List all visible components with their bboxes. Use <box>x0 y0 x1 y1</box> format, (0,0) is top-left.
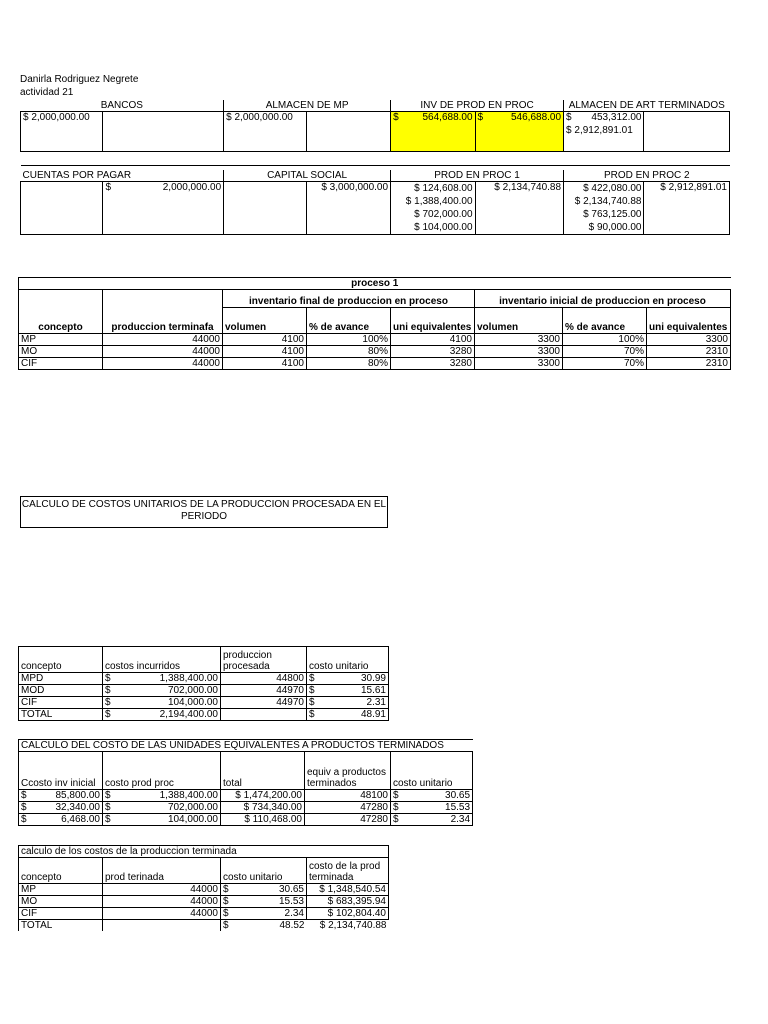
header-almacen-mp: ALMACEN DE MP <box>224 100 391 112</box>
col-uni-equiv-inicial: uni equivalentes <box>647 308 731 334</box>
cell: 44000 <box>103 884 221 896</box>
cell: 44000 <box>103 896 221 908</box>
accounts-bottom-table <box>20 170 730 235</box>
col-concepto: concepto <box>19 647 103 673</box>
col-concepto: concepto <box>19 290 103 334</box>
author-name: Danirla Rodriguez Negrete <box>20 74 139 85</box>
cell: MPD <box>19 673 103 685</box>
capital-social-debit <box>224 182 306 235</box>
header-almacen-art: ALMACEN DE ART TERMINADOS <box>564 100 730 112</box>
cuentas-pagar-credit: $ 2,000,000.00 <box>103 182 224 235</box>
cell: $ 48.91 <box>307 709 389 721</box>
col-costo-unitario: costo unitario <box>307 647 389 673</box>
cell: CIF <box>19 358 103 370</box>
cell: 80% <box>307 358 391 370</box>
table-row <box>19 685 389 697</box>
cell <box>221 709 307 721</box>
spacer-row <box>21 152 730 166</box>
cell: 44000 <box>103 358 223 370</box>
cell: $ 6,468.00 <box>19 814 103 826</box>
table-row <box>19 884 389 896</box>
cell: $ 2.31 <box>307 697 389 709</box>
cell: $ 85,800.00 <box>19 790 103 802</box>
cell: $ 683,395.94 <box>307 896 389 908</box>
table-row <box>19 814 473 826</box>
inv-proc-debit: $ 564,688.00 <box>391 112 475 152</box>
col-concepto: concepto <box>19 858 103 884</box>
table-row <box>19 673 389 685</box>
cell: 3300 <box>475 346 563 358</box>
cell: $ 110,468.00 <box>221 814 305 826</box>
table-row <box>19 709 389 721</box>
col-costo-unitario: costo unitario <box>391 752 473 790</box>
cell: 47280 <box>305 802 391 814</box>
col-total: total <box>221 752 305 790</box>
cell: $ 30.65 <box>221 884 307 896</box>
cell: 3280 <box>391 358 475 370</box>
cell: $ 2.34 <box>221 908 307 920</box>
accounts-top-table <box>20 100 730 166</box>
col-costo-prod-terminada: costo de la prod terminada <box>307 858 389 884</box>
cell: 44800 <box>221 673 307 685</box>
header-cuentas-pagar: CUENTAS POR PAGAR <box>21 170 224 182</box>
bancos-credit <box>103 112 224 152</box>
cell: $ 702,000.00 <box>103 685 221 697</box>
cell: 70% <box>563 346 647 358</box>
cell: 4100 <box>391 334 475 346</box>
header-capital-social: CAPITAL SOCIAL <box>224 170 391 182</box>
cell: $ 104,000.00 <box>103 814 221 826</box>
almacen-mp-debit: $ 2,000,000.00 <box>224 112 306 152</box>
header-proc-2: PROD EN PROC 2 <box>564 170 730 182</box>
cell: $ 30.99 <box>307 673 389 685</box>
cell: $ 1,348,540.54 <box>307 884 389 896</box>
proceso1-table <box>18 277 731 370</box>
table-row <box>19 346 731 358</box>
cell: $ 2.34 <box>391 814 473 826</box>
terminated-cost-table <box>18 845 389 931</box>
col-prod-terminada: prod terinada <box>103 858 221 884</box>
table-row <box>19 697 389 709</box>
inv-proc-credit: $ 546,688.00 <box>475 112 564 152</box>
cell <box>103 920 221 932</box>
proc2-credit: $ 2,912,891.01 <box>644 182 730 235</box>
cell: $ 32,340.00 <box>19 802 103 814</box>
cell: CIF <box>19 697 103 709</box>
cell: 100% <box>563 334 647 346</box>
cell: 48100 <box>305 790 391 802</box>
almacen-art-credit <box>644 112 730 152</box>
cell: $ 48.52 <box>223 920 305 931</box>
cell: $ 15.53 <box>391 802 473 814</box>
table-row <box>19 358 731 370</box>
table-row <box>19 920 389 932</box>
cell: 44000 <box>103 346 223 358</box>
cell: 4100 <box>223 334 307 346</box>
cell: TOTAL <box>19 920 103 932</box>
cell: 44000 <box>103 908 221 920</box>
cell: TOTAL <box>19 709 103 721</box>
header-inv-proc: INV DE PROD EN PROC <box>391 100 564 112</box>
proc1-debit: $ 124,608.00 $ 1,388,400.00 $ 702,000.00 $ 104,000.00 <box>391 182 475 235</box>
table-row <box>19 334 731 346</box>
cell: 2310 <box>647 358 731 370</box>
cell: 3300 <box>475 334 563 346</box>
col-costo-prod-proc: costo prod proc <box>103 752 221 790</box>
cell: 100% <box>307 334 391 346</box>
equiv-title: CALCULO DEL COSTO DE LAS UNIDADES EQUIVALENTES A PRODUCTOS TERMINADOS <box>19 740 473 752</box>
calc-title-box: CALCULO DE COSTOS UNITARIOS DE LA PRODUCCION PROCESADA EN EL PERIODO <box>20 496 388 528</box>
equiv-units-table <box>18 739 473 826</box>
cell: $ 2,194,400.00 <box>103 709 221 721</box>
col-equiv-terminados: equiv a productos terminados <box>305 752 391 790</box>
col-avance-inicial: % de avance <box>563 308 647 334</box>
almacen-mp-credit <box>306 112 390 152</box>
cell: 3300 <box>647 334 731 346</box>
proc2-debit: $ 422,080.00 $ 2,134,740.88 $ 763,125.00 $ 90,000.00 <box>564 182 644 235</box>
cell: 4100 <box>223 358 307 370</box>
terminated-title: calculo de los costos de la produccion terminada <box>19 846 389 858</box>
cuentas-pagar-debit <box>21 182 103 235</box>
unit-cost-table <box>18 646 389 721</box>
col-volumen-final: volumen <box>223 308 307 334</box>
cell: MO <box>19 346 103 358</box>
cell: MOD <box>19 685 103 697</box>
cell: MP <box>19 334 103 346</box>
table-row <box>19 896 389 908</box>
col-avance-final: % de avance <box>307 308 391 334</box>
col-produccion-procesada: produccion procesada <box>221 647 307 673</box>
cell: 44000 <box>103 334 223 346</box>
cell: MP <box>19 884 103 896</box>
table-row <box>19 802 473 814</box>
cell: $ 1,388,400.00 <box>103 673 221 685</box>
cell: 4100 <box>223 346 307 358</box>
cell: $ 15.61 <box>307 685 389 697</box>
cell: 44970 <box>221 697 307 709</box>
cell: 47280 <box>305 814 391 826</box>
activity-label: actividad 21 <box>20 87 74 98</box>
group-final: inventario final de produccion en proceso <box>223 290 475 308</box>
col-costo-inv-inicial: Ccosto inv inicial <box>19 752 103 790</box>
proc1-credit: $ 2,134,740.88 <box>475 182 564 235</box>
almacen-art-debit: $ 453,312.00 $ 2,912,891.01 <box>564 112 644 152</box>
col-produccion-terminada: produccion terminafa <box>103 290 223 334</box>
cell: $ 702,000.00 <box>103 802 221 814</box>
col-costo-unitario: costo unitario <box>221 858 307 884</box>
header-bancos: BANCOS <box>21 100 224 112</box>
cell: $ 30.65 <box>391 790 473 802</box>
proceso1-title: proceso 1 <box>19 278 731 290</box>
col-uni-equiv-final: uni equivalentes <box>391 308 475 334</box>
col-volumen-inicial: volumen <box>475 308 563 334</box>
table-row <box>19 908 389 920</box>
cell: $ 104,000.00 <box>103 697 221 709</box>
group-inicial: inventario inicial de produccion en proceso <box>475 290 731 308</box>
cell: $ 2,134,740.88 <box>319 920 387 931</box>
header-proc-1: PROD EN PROC 1 <box>391 170 564 182</box>
table-row <box>19 790 473 802</box>
cell: MO <box>19 896 103 908</box>
cell: 44970 <box>221 685 307 697</box>
capital-social-credit: $ 3,000,000.00 <box>306 182 390 235</box>
cell: $ 1,474,200.00 <box>221 790 305 802</box>
cell: $ 734,340.00 <box>221 802 305 814</box>
cell: 3280 <box>391 346 475 358</box>
cell: $ 1,388,400.00 <box>103 790 221 802</box>
bancos-debit: $ 2,000,000.00 <box>21 112 103 152</box>
cell: CIF <box>19 908 103 920</box>
cell: 3300 <box>475 358 563 370</box>
cell: 80% <box>307 346 391 358</box>
cell: 70% <box>563 358 647 370</box>
cell: 2310 <box>647 346 731 358</box>
col-costos-incurridos: costos incurridos <box>103 647 221 673</box>
cell: $ 15.53 <box>221 896 307 908</box>
cell: $ 102,804.40 <box>307 908 389 920</box>
